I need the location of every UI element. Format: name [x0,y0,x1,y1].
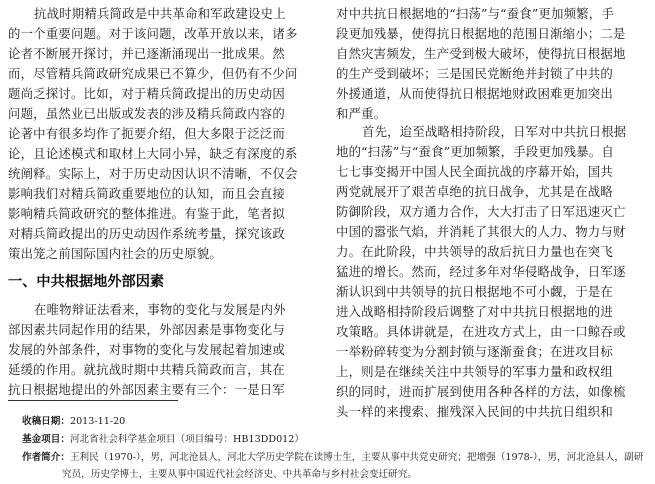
paragraph-line: 防御阶段，双方通力合作，大大打击了日军迅速灭亡 [336,204,626,219]
footnote-divider [8,400,178,401]
received-label: 收稿日期： [22,416,70,427]
paragraph-line: 抗日根据地提出的外部因素主要有三个：一是日军 [8,382,285,397]
paragraph-line: 部因素共同起作用的结果，外部因素是事物变化与 [8,322,285,337]
paragraph-line: 进入战略相持阶段后调整了对中共抗日根据地的进 [336,304,613,319]
received-date [22,414,125,430]
fund-value: 河北省社会科学基金项目（项目编号：HB13DD012） [69,434,304,445]
paragraph-line: 在唯物辩证法看来，事物的变化与发展是内外 [34,302,286,317]
author-value: 王利民（1970-），男，河北沧县人，河北大学历史学院在读博士生，主要从事中共党史研究；把增强（1978-），男，河北沧县人，副研 [69,452,644,463]
paragraph-line: 论者不断展开探讨，并已逐渐涌现出一批成果。然 [8,46,285,61]
paragraph-line: 两党就展开了艰苦卓绝的抗日战争，尤其是在战略 [336,184,613,199]
paragraph-line: 题尚乏探讨。比如，对于精兵简政提出的历史动因 [8,86,285,101]
paragraph-line: 抗战时期精兵简政是中共革命和军政建设史上 [34,6,286,21]
paragraph-line: 延缓的作用。就抗战时期中共精兵简政而言，其在 [8,362,285,377]
received-value: 2013-11-20 [69,416,126,427]
paragraph-line: 而，尽管精兵简政研究成果已不算少，但仍有不少问 [8,66,298,81]
paragraph-line: 对精兵简政提出的历史动因作系统考量，探究该政 [8,226,285,241]
paragraph-line: 对中共抗日根据地的“扫荡”与“蚕食”更加频繁，手 [336,6,614,21]
fund-project [22,432,304,448]
paragraph-line: 渐认识到中共领导的抗日根据地不可小觑，于是在 [336,284,613,299]
paragraph-line: 攻策略。具体讲就是，在进攻方式上，由一口鲸吞或 [336,324,626,339]
paragraph-line: 发展的外部条件，对事物的变化与发展起着加速或 [8,342,285,357]
paragraph-line: 中国的嚣张气焰，并消耗了其很大的人力、物力与财 [336,224,626,239]
paragraph-line: 猛进的增长。然而，经过多年对华侵略战争，日军逐 [336,264,626,279]
fund-label: 基金项目： [22,434,70,445]
paragraph-line: 的生产受到破坏；三是国民党断绝并封锁了中共的 [336,66,613,81]
paragraph-line: 策出笼之前国际国内社会的历史原貌。 [8,246,223,261]
paragraph-line: 上，则是在继续关注中共领导的军事力量和政权组 [336,364,613,379]
paragraph-line: 论，且论述模式和取材上大同小异，缺乏有深度的系 [8,146,298,161]
author-bio-continued: 究员，历史学博士，主要从事中国近代社会经济史、中共革命与乡村社会变迁研究。 [62,469,417,480]
author-label: 作者简介： [22,452,70,463]
paragraph-line: 七七事变揭开中国人民全面抗战的序幕开始，国共 [336,164,613,179]
paragraph-line: 的一个重要问题。对于该问题，改革开放以来，诸多 [8,26,298,41]
paragraph-line: 影响精兵简政研究的整体推进。有鉴于此，笔者拟 [8,206,285,221]
paragraph-line: 自然灾害频发，生产受到极大破坏，使得抗日根据地 [336,46,626,61]
paragraph-line: 一举粉碎转变为分割封锁与逐渐蚕食；在进攻目标 [336,344,613,359]
paragraph-line: 地的“扫荡”与“蚕食”更加频繁，手段更加残暴。自 [336,144,614,159]
paragraph-line: 问题，虽然业已出版或发表的涉及精兵简政内容的 [8,106,285,121]
paragraph-line: 力。在此阶段，中共领导的敌后抗日力量也在突飞 [336,244,613,259]
paragraph-line: 影响我们对精兵简政重要地位的认知，而且会直接 [8,186,285,201]
author-bio [22,450,643,466]
paragraph-line: 论著中有很多均作了扼要介绍，但大多限于泛泛而 [8,126,285,141]
paragraph-line: 外援通道，从而使得抗日根据地财政困难更加突出 [336,86,613,101]
paragraph-line: 段更加残暴，使得抗日根据地的范围日渐缩小；二是 [336,26,626,41]
paragraph-line: 首先，迨至战略相持阶段，日军对中共抗日根据 [362,124,627,139]
paragraph-line: 织的同时，进而扩展到使用各种各样的方法，如像梳 [336,384,626,399]
section-heading: 一、中共根据地外部因素 [8,274,165,290]
paragraph-line: 和严重。 [336,106,387,121]
paragraph-line: 统阐释。实际上，对于历史动因认识不清晰，不仅会 [8,166,298,181]
paragraph-line: 头一样的来搜索、摧残深入民间的中共抗日组织和 [336,404,613,419]
